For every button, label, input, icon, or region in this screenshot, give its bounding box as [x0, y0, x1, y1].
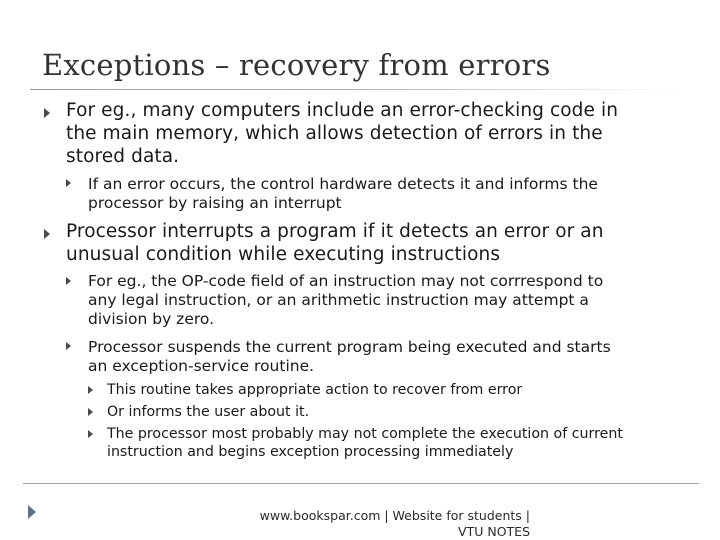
bullet-text-line: This routine takes appropriate action to recover from error — [107, 382, 523, 398]
footer-line-1: www.bookspar.com | Website for students | — [259, 508, 530, 523]
bullet-arrow-icon — [88, 430, 93, 438]
bullet-text-line: Processor interrupts a program if it detects an error or an — [66, 221, 604, 242]
bullet-text-line: Or informs the user about it. — [107, 404, 310, 420]
bullet-text-line: For eg., many computers include an error-checking code in — [66, 100, 619, 121]
bullet-text-line: division by zero. — [88, 310, 215, 328]
bullet-text-line: instruction and begins exception processing immediately — [107, 444, 514, 460]
bullet-text-line: stored data. — [66, 146, 180, 167]
bullet-arrow-icon — [88, 408, 93, 416]
bullet-text-line: Processor suspends the current program being executed and starts — [88, 338, 611, 356]
title-divider — [30, 89, 692, 90]
bullet-text-line: an exception-service routine. — [88, 357, 315, 375]
footer-divider — [23, 483, 699, 484]
bullet-arrow-icon — [44, 229, 50, 239]
bullet-text-line: The processor most probably may not complete the execution of current — [107, 426, 623, 442]
bullet-arrow-icon — [88, 386, 93, 394]
bullet-text-line: the main memory, which allows detection of errors in the — [66, 123, 603, 144]
footer-arrow-icon — [28, 505, 36, 519]
bullet-text-line: If an error occurs, the control hardware detects it and informs the — [88, 175, 598, 193]
bullet-text-line: processor by raising an interrupt — [88, 194, 342, 212]
bullet-arrow-icon — [66, 179, 71, 187]
bullet-text-line: unusual condition while executing instructions — [66, 244, 501, 265]
footer-line-2: VTU NOTES — [458, 524, 530, 539]
footer-text — [230, 508, 530, 540]
bullet-arrow-icon — [66, 277, 71, 285]
bullet-text-line: any legal instruction, or an arithmetic instruction may attempt a — [88, 291, 589, 309]
slide-title: Exceptions – recovery from errors — [42, 48, 551, 82]
bullet-arrow-icon — [44, 108, 50, 118]
bullet-text-line: For eg., the OP-code field of an instruction may not corrrespond to — [88, 272, 604, 290]
bullet-arrow-icon — [66, 342, 71, 350]
